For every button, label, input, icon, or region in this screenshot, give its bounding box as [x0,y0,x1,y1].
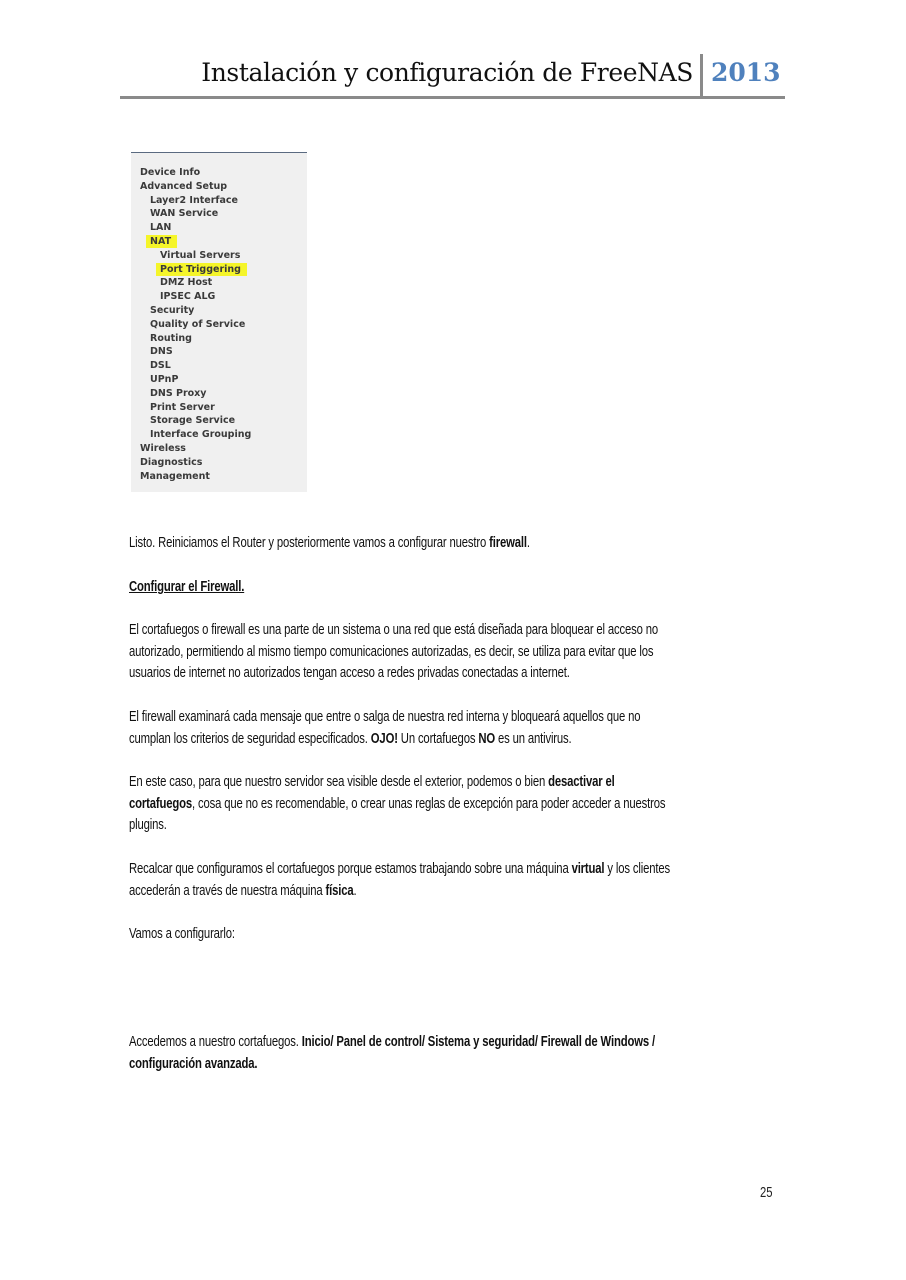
menu-item-port-triggering: Port Triggering [156,263,247,276]
bold-firewall: firewall [489,535,527,551]
menu-item-layer2-interface: Layer2 Interface [150,194,238,206]
menu-item-upnp: UPnP [150,374,179,385]
menu-item-security: Security [150,305,195,316]
router-menu-screenshot [131,152,307,492]
menu-item-virtual-servers: Virtual Servers [160,249,241,261]
paragraph-options: En este caso, para que nuestro servidor sea visible desde el exterior, podemos o bien desactivar el cortafuegos, cosa que no es recomendable, o crear unas reglas de excepción para poder acceder a nuestros plugins. [129,774,666,833]
menu-item-nat: NAT [146,235,177,248]
menu-item-ipsec-alg: IPSEC ALG [160,291,216,303]
menu-item-advanced-setup: Advanced Setup [140,180,228,192]
menu-item-lan: LAN [150,222,172,234]
menu-item-wan-service: WAN Service [150,208,219,220]
menu-item-management: Management [140,470,210,482]
page-number: 25 [760,1184,773,1201]
paragraph-virtual: Recalcar que configuramos el cortafuegos porque estamos trabajando sobre una máquina virtual y los clientes accederán a través de nuestra máquina física. [129,861,670,899]
menu-item-dsl: DSL [150,360,171,372]
header-rule [120,96,785,99]
menu-item-dns-proxy: DNS Proxy [150,387,207,399]
menu-item-wireless: Wireless [140,443,186,454]
bold-ojo: OJO! [370,730,398,747]
paragraph-intro: Listo. Reiniciamos el Router y posteriormente vamos a configurar nuestro firewall. [129,535,530,551]
menu-item-dmz-host: DMZ Host [160,277,213,289]
heading-configurar-firewall: Configurar el Firewall. [129,579,245,595]
menu-item-storage-service: Storage Service [150,415,236,427]
page-header [120,52,785,100]
bold-no: NO [478,730,495,747]
paragraph-examination: El firewall examinará cada mensaje que entre o salga de nuestra red interna y bloqueará aquellos que no cumplan los criterios de seguridad especificados. OJO! Un cortafuegos NO es un antivirus. [129,709,641,747]
header-divider [700,54,703,98]
paragraph-definition: El cortafuegos o firewall es una parte de un sistema o una red que está diseñada para bloquear el acceso no autorizado, permitiendo al mismo tiempo comunicaciones autorizadas, es decir, se utiliza para evitar que los usuarios de internet no autorizados tengan acceso a redes privadas conectadas a internet. [129,622,659,681]
paragraph-lets-configure: Vamos a configurarlo: [129,926,235,942]
menu-item-interface-grouping: Interface Grouping [150,429,252,441]
menu-item-print-server: Print Server [150,401,215,413]
paragraph-access-path: Accedemos a nuestro cortafuegos. Inicio/ Panel de control/ Sistema y seguridad/ Firewall de Windows / configuración avanzada. [129,1034,655,1072]
menu-item-device-info: Device Info [140,167,201,178]
menu-item-routing: Routing [150,332,192,344]
menu-item-dns: DNS [150,346,173,358]
menu-item-quality-of-service: Quality of Service [150,318,246,330]
document-year: 2013 [711,58,781,87]
menu-item-diagnostics: Diagnostics [140,456,203,468]
section-heading [129,577,780,599]
document-title: Instalación y configuración de FreeNAS [201,58,693,87]
